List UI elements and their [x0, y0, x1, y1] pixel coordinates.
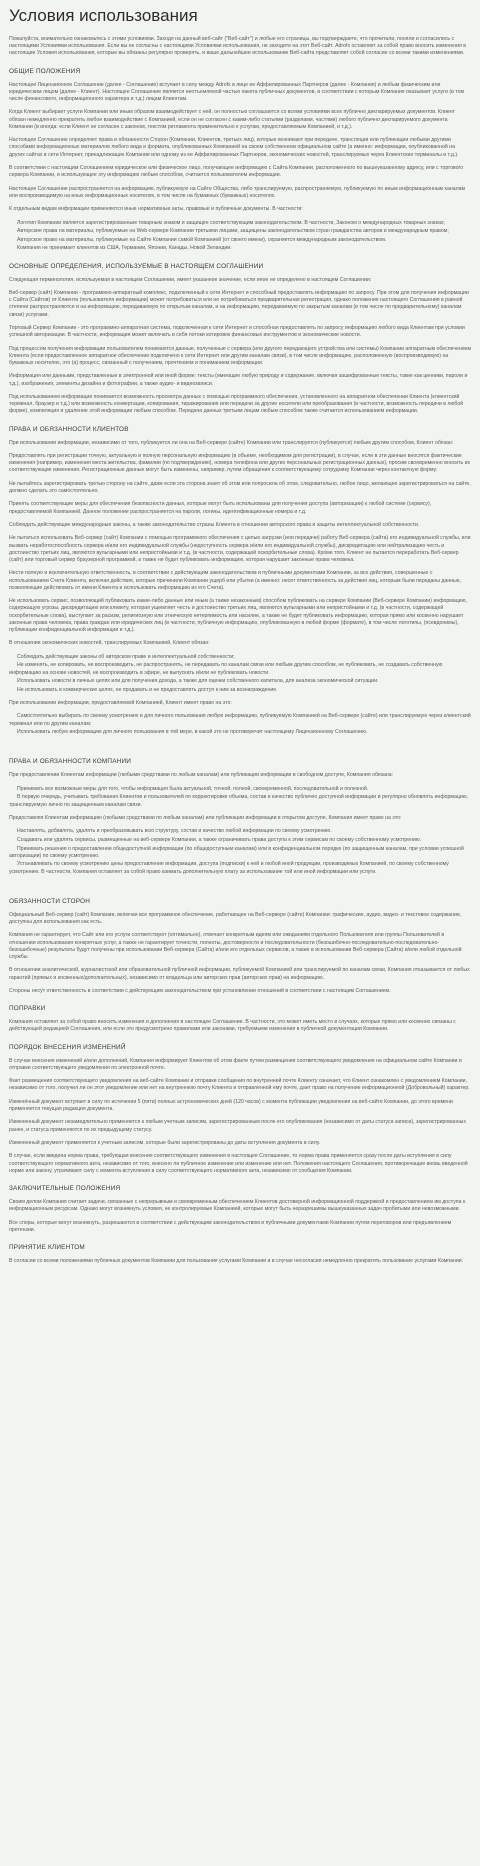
paragraph: Не использовать сервис, позволяющий публиковать какие-либо данные или иным (а также незаконным) способом публиковать на сервере Компании (Веб-сервере Компании) информацию, содержащую угрозы, дискредитацию или клевету, которая ущемляет честь и достоинство третьих лиц, являются вульгарными или непристойными и т.д. (в частности, содержащей оскорбительные слова), выступает за расизм, религиозную или этническую нетерпимость или насилие, а также не будет публиковать информацию, которая прямо или косвенно нарушает законные права человека, права граждан или юридических лиц (в частности, публичную информацию, опубликованную в любой форме (формате), в том числе логотипы, (псевдонимы), публикации конфиденциальной информации и т.д.).	[9, 598, 467, 633]
paragraph: При использовании информации, независимо от того, публикуется ли она на Веб-сервере (сайте) Компании или транслируется (публикуется) любым другим способом, Клиент обязан:	[9, 439, 454, 446]
terms-content	[9, 36, 472, 1265]
paragraph: Следующая терминология, используемая в настоящем Соглашении, имеет указанное значение, если иное не определено в настоящем Соглашении:	[9, 276, 372, 283]
section-heading: ПРАВА И ОБЯЗАННОСТИ КЛИЕНТОВ	[9, 425, 129, 433]
list-paragraph: Самостоятельно выбирать по своему усмотрению и для личного пользования любую информацию, публикуемую Компанией на Веб-сервере (сайте) или транслируемую через клиентский терминал или по другим каналам;	[9, 713, 471, 727]
list-paragraph: Принимать все возможные меры для того, чтобы информация была актуальной, точной, полной, своевременной, последовательной и полезной.	[17, 785, 369, 792]
paragraph: Под использованием информации понимается возможность просмотра данных с помощью программного обеспечения, установленного на аппаратном обеспечении Клиента (клиентский терминал, браузер и т.д.) или возможность конвертации, копирования, тиражирования или передачи за другие носители или преобразования (в частности, возможность передачи в любой форме), компиляция и удаление этой информации любым способом. Передача данных третьим лицам любым способом также считается использованием информации.	[9, 393, 464, 415]
page-title: Условия использования	[9, 6, 198, 25]
paragraph: В отношении аналитической, журналистской или образовательной публичной информации, публикуемой Компанией или транслируемой по каналам связи, Компания отказывается от любых гарантий (прямых и косвенных/дополнительных), независимо от владельца или авторских прав (авторских прав) на информацию.	[9, 967, 470, 981]
paragraph: Не пытайтесь зарегистрировать третью сторону на сайте, даже если эта сторона знает об этом или попросила об этом, следовательно, любое лицо, желающее зарегистрироваться на сайте, должно сделать это самостоятельно.	[9, 480, 471, 494]
paragraph: Предоставляя Клиентам информацию (любыми средствами по любым каналам) или публикации информации в открытом доступе, Компания имеет право на это:	[9, 815, 402, 822]
paragraph: В соответствии с настоящим Соглашением юридическое или физическое лицо, получающее информацию с Сайта Компании, расположенного по вышеуказанному адресу, или с торгового сервера Компании, и использующее эту информацию любым способом, считается пользователем информации.	[9, 165, 464, 179]
paragraph: Когда Клиент выбирает услуги Компании или иным образом взаимодействует с ней, он полностью соглашается со всеми условиями всех публично декларируемых документов. Клиент обязан немедленно прекратить любое взаимодействие с Компанией, если он не согласен с каким-либо статьями (разделами, частями) любого публично декларируемого документа Компании (в иногда: если Клиент не согласен с законом, текстом регламента применительно к услугам, предоставляемым Компанией, и т.д.).	[9, 109, 455, 130]
list-paragraph: Наставлять, добавлять, удалять и преобразовывать всю структуру, состав и качество любой информации по своему усмотрению.	[17, 828, 332, 835]
section-heading: ОБЩИЕ ПОЛОЖЕНИЯ	[9, 67, 81, 75]
paragraph: Под процессом получения информации пользователем понимаются данные, полученные с сервера (или другого передающего устройства или системы) Компании аппаратным обеспечением Клиента (если предоставленное аппаратное обеспечение подключено к сети Интернет или другим каналам связи), в том числе информацию, расположенную (воспроизводимую) на бумажных носителях, это (а) процесс, связанный с получением, прочтением и пониманием информации.	[9, 345, 472, 366]
list-paragraph: Соблюдать действующие законы об авторском праве и интеллектуальной собственности;	[17, 653, 235, 660]
paragraph: Измененный документ незамедлительно применяется к любым учетным записям, зарегистрированным после его опубликования (независимо от даты статуса записи), зарегистрированных ранее, и статуса применяются по их предыдущему статусу.	[9, 1119, 466, 1133]
paragraph: Предоставлять при регистрации точную, актуальную и полную персональную информацию (в объеме, необходимом для регистрации), в случае, если в эти данные вносятся фактические изменения (например, изменения места жительства, фамилии (по подтверждению), номера телефона или других персональных регистрационных данных), просим своевременно вносить их соответствующие изменения. Регистрационные данные могут быть изменены, например, путем обращения к соответствующему сотруднику Компании через контактную форму.	[9, 452, 471, 474]
list-paragraph: Не изменять, не копировать, не воспроизводить, не распространять, не передавать по каналам связи или любым другим способом, не публиковать, не создавать собственную информацию на основе новостей, не воспроизводить в эфире, не выпускать и/или не публиковать новости.	[9, 662, 443, 676]
paragraph: Стороны несут ответственность в соответствии с действующим законодательством при установлении отношений в соответствии с настоящим Соглашением.	[9, 988, 391, 995]
paragraph: Настоящее Лицензионное Соглашение (далее - Соглашение) вступает в силу между Adrofx в лице ее Аффилированных Партнеров (далее - Компания) и любым физическим или юридическим лицом (далее - Клиент). Настоящее Соглашение является неотъемлемой частью пакета публичных документов, в соответствии с которым Компания оказывает услуги (в том числе финансового, информационного характера и т.д.) лицам Клиентам.	[9, 81, 465, 103]
paragraph: Нести полную и исключительную ответственность, в соответствии с действующим законодательством и публичными документами Компании, за все действия, совершенные с использованием Счета Клиента, включая действия, которые причинили Компании ущерб или убытки (а именно: несет ответственность за действия лиц, которым были переданы данные, позволяющие действовать от имени Клиента и использовать информацию из его Счета).	[9, 570, 462, 591]
list-paragraph: Не использовать в коммерческих целях, не продавать и не предоставлять доступ к ним за вознаграждение.	[17, 686, 278, 693]
paragraph: При предоставлении Клиентам информации (любыми средствами по любым каналам) или публикации информации в свободном доступе, Компания обязана:	[9, 772, 394, 779]
paragraph: Веб-сервер (сайт) Компании - программно-аппаратный комплекс, подключенный к сети Интернет и способный предоставлять информацию по запросу. При этом для получения информации с Сайта (Сайтов) от Клиента (пользователя информации) может потребоваться или не потребоваться предварительная регистрация, однако положения настоящего Соглашения в равной степени распространяются и на информацию, передаваемую по открытым каналам, и на информацию, передаваемую по закрытым каналам (в том числе по предварительному) каналам связи) услугами.	[9, 289, 469, 318]
list-paragraph: Устанавливать по своему усмотрению цены предоставление информации, доступа (подписки) к ней и любой иной продукции, производимых Компанией, по своему собственному усмотрению. В частности, Компания оставляет за собой право взимать дополнительную плату за использование той или иной информации или услуги.	[9, 861, 449, 875]
paragraph: Не пытаться использовать Веб-сервер (сайт) Компании с помощью программного обеспечения с целью загрузки (или передачи) работу Веб-сервера (сайта) его индивидуальной службы, или вызвать неработоспособность сервера и/или его индивидуальной службы (недоступность сервера и/или его индивидуальной службы), дискредитацию или нейтрализацию честь и достоинство третьих лиц, являются вульгарными или непристойными и т.д. (в частности, содержащей оскорбительные слова). Кроме того, Клиент не пытается переработать Веб-сервер (сайт) или торговый сервер браузерной программой, а также не будет публиковать информацию, которая нарушает законные права человека.	[9, 535, 471, 563]
paragraph: Измененный документ применяется к учетным записям, которые были зарегистрированы до даты вступления документа в силу.	[9, 1140, 321, 1146]
section-heading: ОСНОВНЫЕ ОПРЕДЕЛЕНИЯ, ИСПОЛЬЗУЕМЫЕ В НАСТОЯЩЕМ СОГЛАШЕНИИ	[9, 262, 264, 270]
paragraph: Торговый Сервер Компании - это программно-аппаратная система, подключенная к сети Интернет и способная предоставлять по запросу информацию любого вида Клиентам при условии успешной авторизации. В частности, информация может включать в себя потоки котировок финансовых инструментов и экономические новости.	[9, 324, 465, 339]
paragraph: В случае внесения изменений и/или дополнений, Компания информирует Клиентов об этом факте путем размещения соответствующего уведомления на официальном сайте Компании и отправки соответствующего уведомления по электронной почте.	[9, 1057, 462, 1071]
paragraph: В случае, если введена норма права, требующая внесения соответствующего изменения в настоящее Соглашение, то норма права применяется сразу после даты вступления в силу соответствующего нормативного акта, независимо от того, внесено ли публичное изменение или изменение или нет. Положения настоящего Соглашения, противоречащие вновь введенной норме или закону, утрачивают силу с момента вступления в силу соответствующего нормативного акта, независимо от сообщения Компании.	[9, 1153, 468, 1174]
paragraph: Пожалуйста, внимательно ознакомьтесь с этими условиями. Заходя на данный веб-сайт ("Веб-сайт") и любые его страницы, вы подтверждаете, что прочитали, поняли и согласились с настоящими Условиями использования. Если вы не согласны с настоящими Условиями использования, не заходите на этот Веб-сайт. Adrofx оставляет за собой право вносить изменения в настоящие Условия использования, которые вы обязаны регулярно проверять, и ваше дальнейшее использование Веб-сайта представляет собой согласие со всеми такими изменениями.	[9, 36, 466, 57]
paragraph: Информация или данными, представленные в электронной или иной форме: тексты (имеющие любую природу и содержание, включая зашифрованные тексты, такие как ценники, пароли и т.д.), изображения, элементы дизайна и фотографии, а также аудио- и видеозаписи.	[9, 373, 468, 387]
section-heading: ПРАВА И ОБЯЗАННОСТИ КОМПАНИИ	[9, 758, 132, 766]
list-paragraph: Использовать любую информацию для личного пользования в той мере, в какой это не противоречит настоящему Лицензионному Соглашению.	[17, 729, 368, 736]
section-heading: ЗАКЛЮЧИТЕЛЬНЫЕ ПОЛОЖЕНИЯ	[9, 1185, 121, 1192]
list-paragraph: Принимать решения о предоставлении общедоступной информации (по общедоступным каналам) или в конфиденциальном порядке (по защищенным каналам, при условии успешной авторизации) по своему усмотрению.	[9, 845, 464, 859]
paragraph: Принять соответствующие меры для обеспечения безопасности данных, которые могут быть использованы для получения доступа (авторизации) к любой системе (сервису), предоставляемой Компанией. Данное положение распространяется на пароли, логины, идентификационные номера и т.д.	[9, 501, 432, 515]
paragraph: В согласии со всеми положениями публичных документов Компании для пользования услугами Компании и в случае несогласия немедленно прекратить пользование услугами Компании.	[9, 1258, 464, 1264]
section-heading: ПОПРАВКИ	[9, 1005, 46, 1013]
paragraph: Все споры, которые могут возникнуть, разрешаются в соответствии с действующим законодательством и публичными документами Компании путем переговоров или предъявлением претензии.	[9, 1219, 452, 1233]
paragraph: Официальный Веб-сервер (сайт) Компании, включая все программное обеспечение, работающее на Веб-сервере (сайте) Компании: графические, аудио, видео- и текстовое содержание, доступны для использования как есть.	[9, 911, 462, 926]
list-paragraph: Авторское право на материалы, публикуемые на Сайте Компании самой Компанией (от своего имени), охраняется международным законодательством.	[17, 236, 387, 243]
list-paragraph: Использовать новости в личных целях или для получения дохода, а также для оценки собственного капитала, для анализа экономической ситуации.	[17, 678, 379, 685]
paragraph: Изменённый документ вступает в силу по истечении 5 (пяти) полных астрономических дней (120 часов) с момента публикации уведомления на веб-сайте Компании, до этого времени применяется текущая редакция документа.	[9, 1098, 453, 1113]
paragraph: Соблюдать действующие международные законы, а также законодательство страны Клиента в отношении авторского права и защиты интеллектуальной собственности.	[9, 521, 420, 528]
paragraph: Факт размещения соответствующего уведомления на веб-сайте Компании и отправки сообщения по внутренней почте Клиенту означает, что Клиент ознакомлен с уведомлением Компании, независимо от того, получил ли он этот уведомление или нет на внутреннюю почту Клиента и отправленной ему почте, дает право на получение информационной (Добровольный) характер.	[9, 1078, 470, 1092]
paragraph: При использовании информации, предоставляемой Компанией, Клиент имеет право на это:	[9, 700, 232, 707]
section-heading: ПОРЯДОК ВНЕСЕНИЯ ИЗМЕНЕНИЙ	[9, 1043, 126, 1051]
list-paragraph: В первую очередь, учитывать требования Клиентов и пользователей по корректировке объема, состав и качество публично доступной информации и регулярно обновлять информацию, транслируемую лично по защищенным каналам связи.	[9, 794, 469, 808]
paragraph: В отношении экономических новостей, транслируемых Компанией, Клиент обязан:	[9, 640, 210, 647]
paragraph: Компания не гарантирует, что Сайт или его услуги соответствуют (оптимально), отвечает конкретным идеям или ожиданиям отдельного Пользователя или группы Пользователей в отношении использования конкретных услуг, а также не гарантирует точности, полноты, достоверности и последовательности (безошибочно-последовательно-последовательно-безошибочные) результаты будут получены при использовании Веб-сервера (Сайта) и/или его отдельных сервисов, а также в использовании Веб-сервера (Сайта) и/или любой отдельной службы.	[9, 932, 462, 961]
list-paragraph: Создавать или удалять сервисы, размещенные на веб-сервере Компании, а также ограничивать права доступа к этим сервисам по своему собственному усмотрению.	[17, 837, 422, 844]
paragraph: Настоящее Соглашение распространяется на информацию, публикуемую на Сайте Общества, либо транслируемую, распространяемую, публикуемую по иным информационным каналам или воспроизводимую на иных информационных носителях, в том числе на бумажных (бумажных) носителях.	[9, 185, 466, 199]
paragraph: Своим делом Компания считает задачи, связанные с непрерывным и своевременным обеспечением Клиентов достоверной информационной поддержкой и предоставлением им доступа к информационным ресурсам. Однако могут возникнуть условия, не контролируемые Компанией, которые могут быть неразрешимы вышеуказанных задач пробитыми или невозможными.	[9, 1199, 466, 1213]
list-paragraph: Авторские права на материалы, публикуемые на Web-сервере Компании третьими лицами, защищены законодательством стран гражданства авторов и международным правом;	[17, 228, 449, 235]
paragraph: К отдельным видам информации применяются иные нормативные акты, правовые и публичные документы. В частности:	[9, 206, 303, 213]
paragraph: Компания оставляет за собой право вносить изменения и дополнения в настоящее Соглашение. В частности, это может иметь место в случаях, которые прямо или косвенно связаны с действующей редакцией Соглашения, или если это предусмотрено правилами или законами, требуемыми изменения в публичной документации Компании.	[9, 1019, 456, 1033]
section-heading: ПРИНЯТИЕ КЛИЕНТОМ	[9, 1244, 85, 1251]
list-paragraph: Компания не принимает клиентов из США, Германии, Японии, Канады, Новой Зеландии.	[17, 245, 232, 252]
section-heading: ОБЯЗАННОСТИ СТОРОН	[9, 897, 91, 905]
paragraph: Настоящее Соглашение определяет права и обязанности Сторон (Компании, Клиентов, третьих лиц), которые возникают при передаче, трансляции или публикации любыми другими способами информационных материалов любого вида и формата, опубликованных Компанией на своем собственном официальном сайте (а именно: информации, опубликованной на других сайтах в сети Интернет, принадлежащих Компании или одному из ее Аффилированных Партнеров, экономических новостей, транслируемых через Клиентские терминалы и т.д.).	[9, 137, 459, 158]
list-paragraph: Логотип Компании является зарегистрированным товарным знаком и защищен соответствующим законодательством. В частности, Законом о международных товарных знаках;	[17, 219, 445, 226]
